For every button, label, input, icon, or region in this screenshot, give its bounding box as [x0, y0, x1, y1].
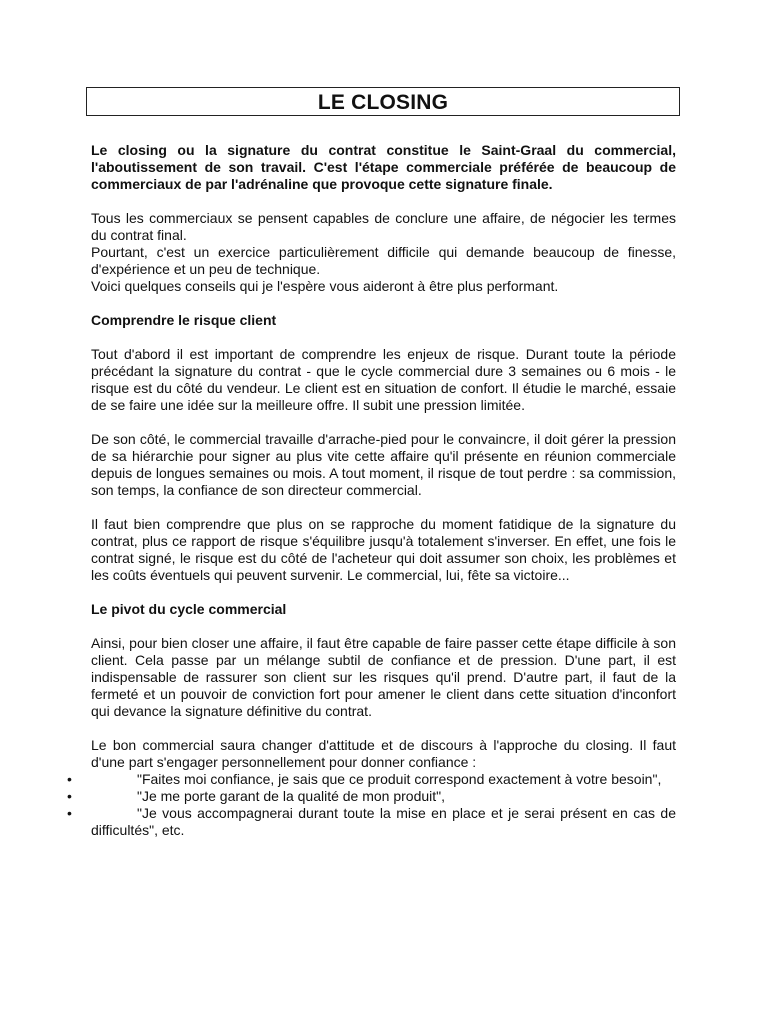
intro-paragraph-2: Pourtant, c'est un exercice particulièrement difficile qui demande beaucoup de finesse, d'expérience et un peu de technique. — [91, 244, 676, 277]
bullet-icon: • — [67, 788, 72, 804]
section1-paragraph-2: De son côté, le commercial travaille d'arrache-pied pour le convaincre, il doit gérer la pression de sa hiérarchie pour signer au plus vite cette affaire qu'il présente en réunion commerciale depuis de longues semaines ou mois. A tout moment, il risque de tout perdre : sa commission, son temps, la confiance de son directeur commercial. — [91, 431, 676, 498]
intro-paragraph: Le closing ou la signature du contrat constitue le Saint-Graal du commercial, l'aboutissement de son travail. C'est l'étape commerciale préférée de beaucoup de commerciaux de par l'adrénaline que provoque cette signature finale. — [91, 142, 676, 192]
list-item-text: "Je vous accompagnerai durant toute la mise en place et je serai présent en cas de difficultés", etc. — [91, 805, 676, 838]
list-item — [67, 805, 676, 839]
intro-paragraph-3: Voici quelques conseils qui je l'espère vous aideront à être plus performant. — [91, 278, 559, 294]
section2-paragraph-1: Ainsi, pour bien closer une affaire, il faut être capable de faire passer cette étape difficile à son client. Cela passe par un mélange subtil de confiance et de pression. D'une part, il est indispensable de rassurer son client sur les risques qu'il prend. D'autre part, il faut de la fermeté et un pouvoir de conviction fort pour amener le client dans cette situation d'inconfort qui devance la signature définitive du contrat. — [91, 635, 676, 719]
document-body — [67, 142, 676, 839]
page-title: LE CLOSING — [317, 91, 449, 114]
bullet-icon: • — [67, 771, 72, 787]
bullet-icon: • — [67, 805, 72, 821]
section2-paragraph-2: Le bon commercial saura changer d'attitude et de discours à l'approche du closing. Il faut d'une part s'engager personnellement pour donner confiance : — [91, 737, 676, 770]
section-heading-pivot: Le pivot du cycle commercial — [91, 601, 287, 617]
section1-paragraph-1: Tout d'abord il est important de comprendre les enjeux de risque. Durant toute la période précédant la signature du contrat - que le cycle commercial dure 3 semaines ou 6 mois - le risque est du côté du vendeur. Le client est en situation de confort. Il étudie le marché, essaie de se faire une idée sur la meilleure offre. Il subit une pression limitée. — [91, 346, 676, 413]
list-item — [67, 788, 676, 805]
title-box — [86, 87, 680, 116]
list-item-text: "Faites moi confiance, je sais que ce produit correspond exactement à votre besoin", — [137, 771, 662, 787]
list-item-text: "Je me porte garant de la qualité de mon produit", — [137, 788, 446, 804]
quote-list — [67, 771, 676, 839]
section-heading-risk: Comprendre le risque client — [91, 312, 277, 328]
section1-paragraph-3: Il faut bien comprendre que plus on se rapproche du moment fatidique de la signature du contrat, plus ce rapport de risque s'équilibre jusqu'à totalement s'inverser. En effet, une fois le contrat signé, le risque est du côté de l'acheteur qui doit assumer son choix, les problèmes et les coûts éventuels qui peuvent survenir. Le commercial, lui, fête sa victoire... — [91, 516, 676, 583]
intro-paragraph-1: Tous les commerciaux se pensent capables de conclure une affaire, de négocier les termes du contrat final. — [91, 210, 676, 243]
list-item — [67, 771, 676, 788]
